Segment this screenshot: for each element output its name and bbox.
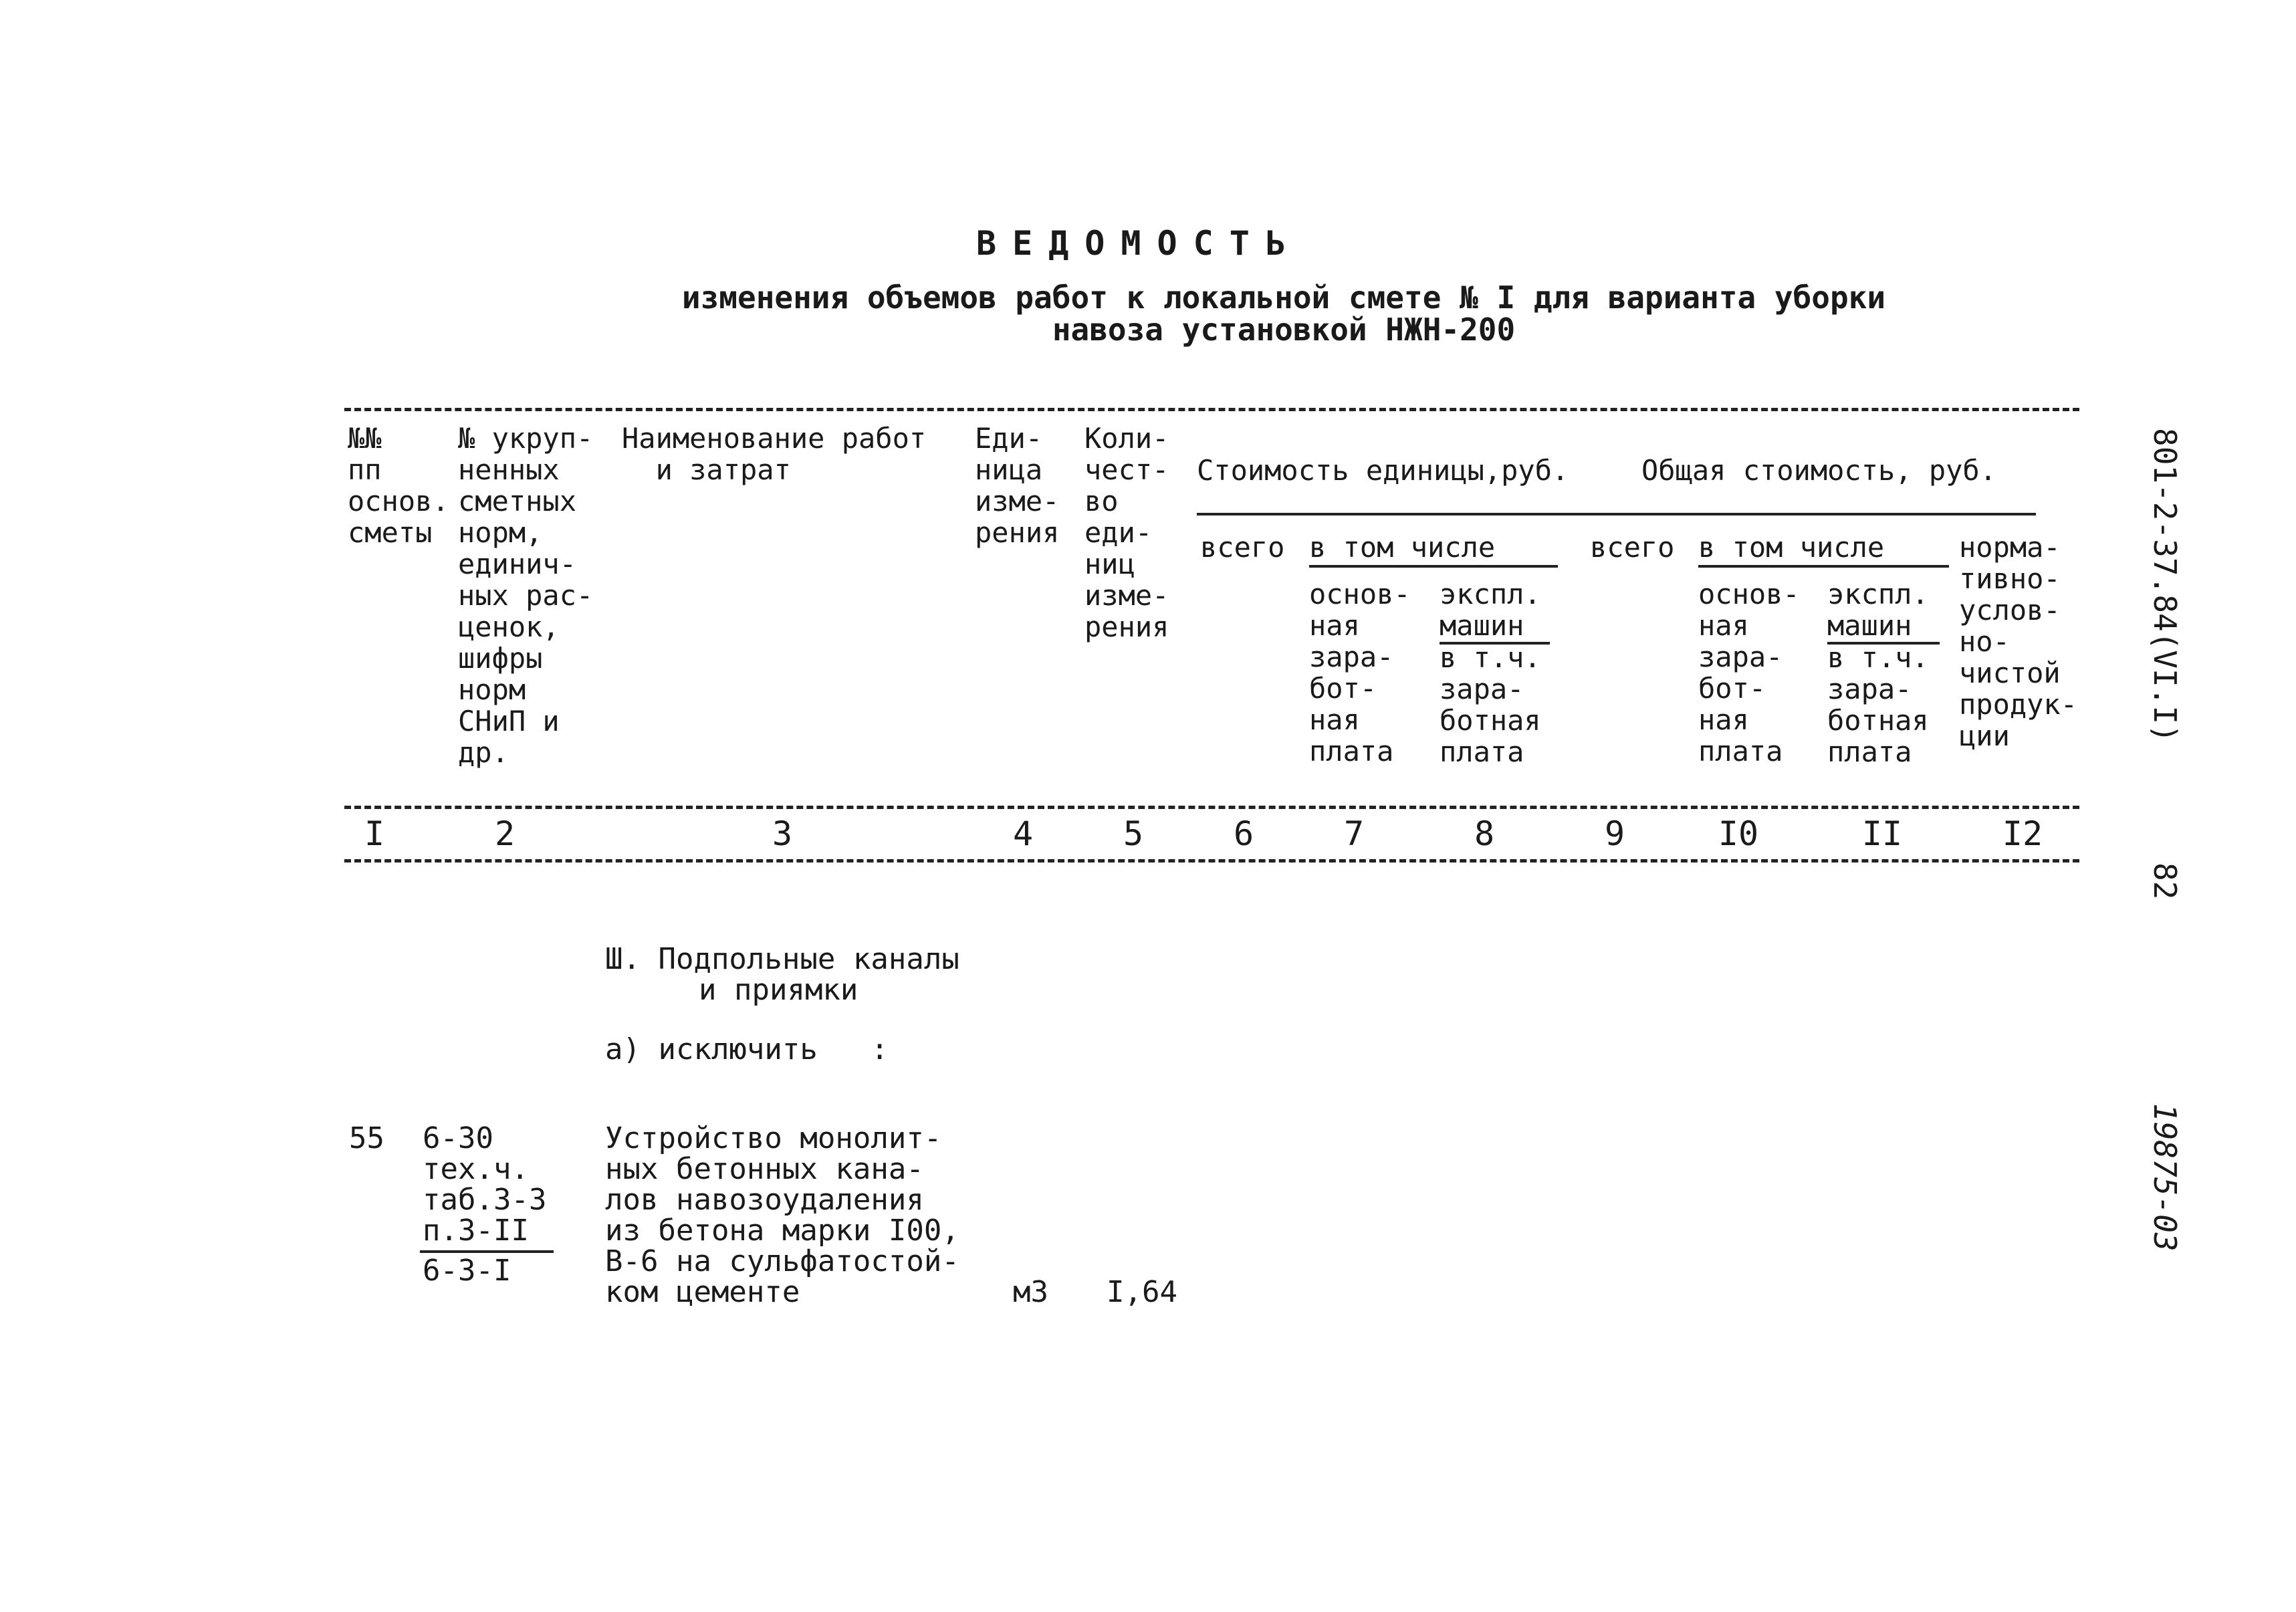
header-col2: № укруп- ненных сметных норм, единич- ных рас- ценок, шифры норм СНиП и др. xyxy=(458,422,594,769)
row-quantity: I,64 xyxy=(1107,1275,1177,1309)
column-number: 7 xyxy=(1343,814,1365,853)
header-unit-including: в том числе xyxy=(1309,531,1496,564)
margin-doc-code: 801-2-37.84(VI.I) xyxy=(2147,428,2183,743)
header-unit-basic-wage: основ- ная зара- бот- ная плата xyxy=(1309,578,1411,768)
numbers-top-rule xyxy=(344,806,2079,809)
header-col4: Еди- ница изме- рения xyxy=(975,422,1060,549)
row-code-denominator: 6-3-I xyxy=(423,1254,511,1288)
numbers-bottom-rule xyxy=(344,859,2079,862)
column-number: I0 xyxy=(1718,814,1759,853)
column-number: 2 xyxy=(494,814,515,853)
header-overall-total: всего xyxy=(1590,531,1675,564)
row-code-divider xyxy=(420,1250,554,1253)
column-number: 6 xyxy=(1233,814,1254,853)
column-number: I xyxy=(364,814,385,853)
header-overall-machine-op: экспл. машин xyxy=(1827,578,1929,642)
column-number: 5 xyxy=(1123,814,1144,853)
document-title: ВЕДОМОСТЬ xyxy=(976,224,1302,263)
table-top-rule xyxy=(344,408,2079,411)
column-number: I2 xyxy=(2002,814,2043,853)
column-number: II xyxy=(1861,814,1903,853)
column-number: 3 xyxy=(772,814,793,853)
header-col5: Коли- чест- во еди- ниц изме- рения xyxy=(1084,422,1169,643)
overall-including-rule xyxy=(1698,565,1949,568)
section-title: Ш. Подпольные каналы xyxy=(605,942,959,976)
header-col3: Наименование работ и затрат xyxy=(622,422,927,486)
group-header-rule xyxy=(1197,513,2036,515)
header-overall-basic-wage: основ- ная зара- бот- ная плата xyxy=(1698,578,1800,768)
header-col1: №№ пп основ. сметы xyxy=(348,422,449,549)
header-unit-cost: Стоимость единицы,руб. xyxy=(1197,454,1569,487)
subsection-label: а) исключить : xyxy=(605,1032,889,1066)
header-overall-including: в том числе xyxy=(1698,531,1885,564)
header-unit-machine-op: экспл. машин xyxy=(1440,578,1541,642)
header-normative: норма- тивно- услов- но- чистой продук- ции xyxy=(1959,531,2078,752)
row-number: 55 xyxy=(349,1121,384,1155)
row-description: Устройство монолит- ных бетонных кана- лов навозоудаления из бетона марки I00, В-6 на сульфатостой- ком цементе xyxy=(605,1121,959,1309)
unit-including-rule xyxy=(1309,565,1558,568)
row-code: 6-30 тех.ч. таб.3-3 п.3-II xyxy=(423,1121,547,1248)
margin-inventory-number: 19875-03 xyxy=(2147,1103,2183,1252)
margin-page-number: 82 xyxy=(2147,862,2183,900)
section-title-cont: и приямки xyxy=(699,973,858,1007)
header-unit-total: всего xyxy=(1200,531,1285,564)
column-number: 8 xyxy=(1474,814,1495,853)
document-subtitle-line1: изменения объемов работ к локальной смете № I для варианта уборки xyxy=(681,279,1886,316)
header-total-cost: Общая стоимость, руб. xyxy=(1641,454,1997,487)
column-number: 4 xyxy=(1012,814,1034,853)
document-subtitle-line2: навоза установкой НЖН-200 xyxy=(1052,312,1516,348)
header-overall-machine-wage: в т.ч. зара- ботная плата xyxy=(1827,641,1929,768)
header-unit-machine-wage: в т.ч. зара- ботная плата xyxy=(1440,641,1541,768)
row-unit: м3 xyxy=(1013,1275,1048,1309)
column-number: 9 xyxy=(1604,814,1625,853)
